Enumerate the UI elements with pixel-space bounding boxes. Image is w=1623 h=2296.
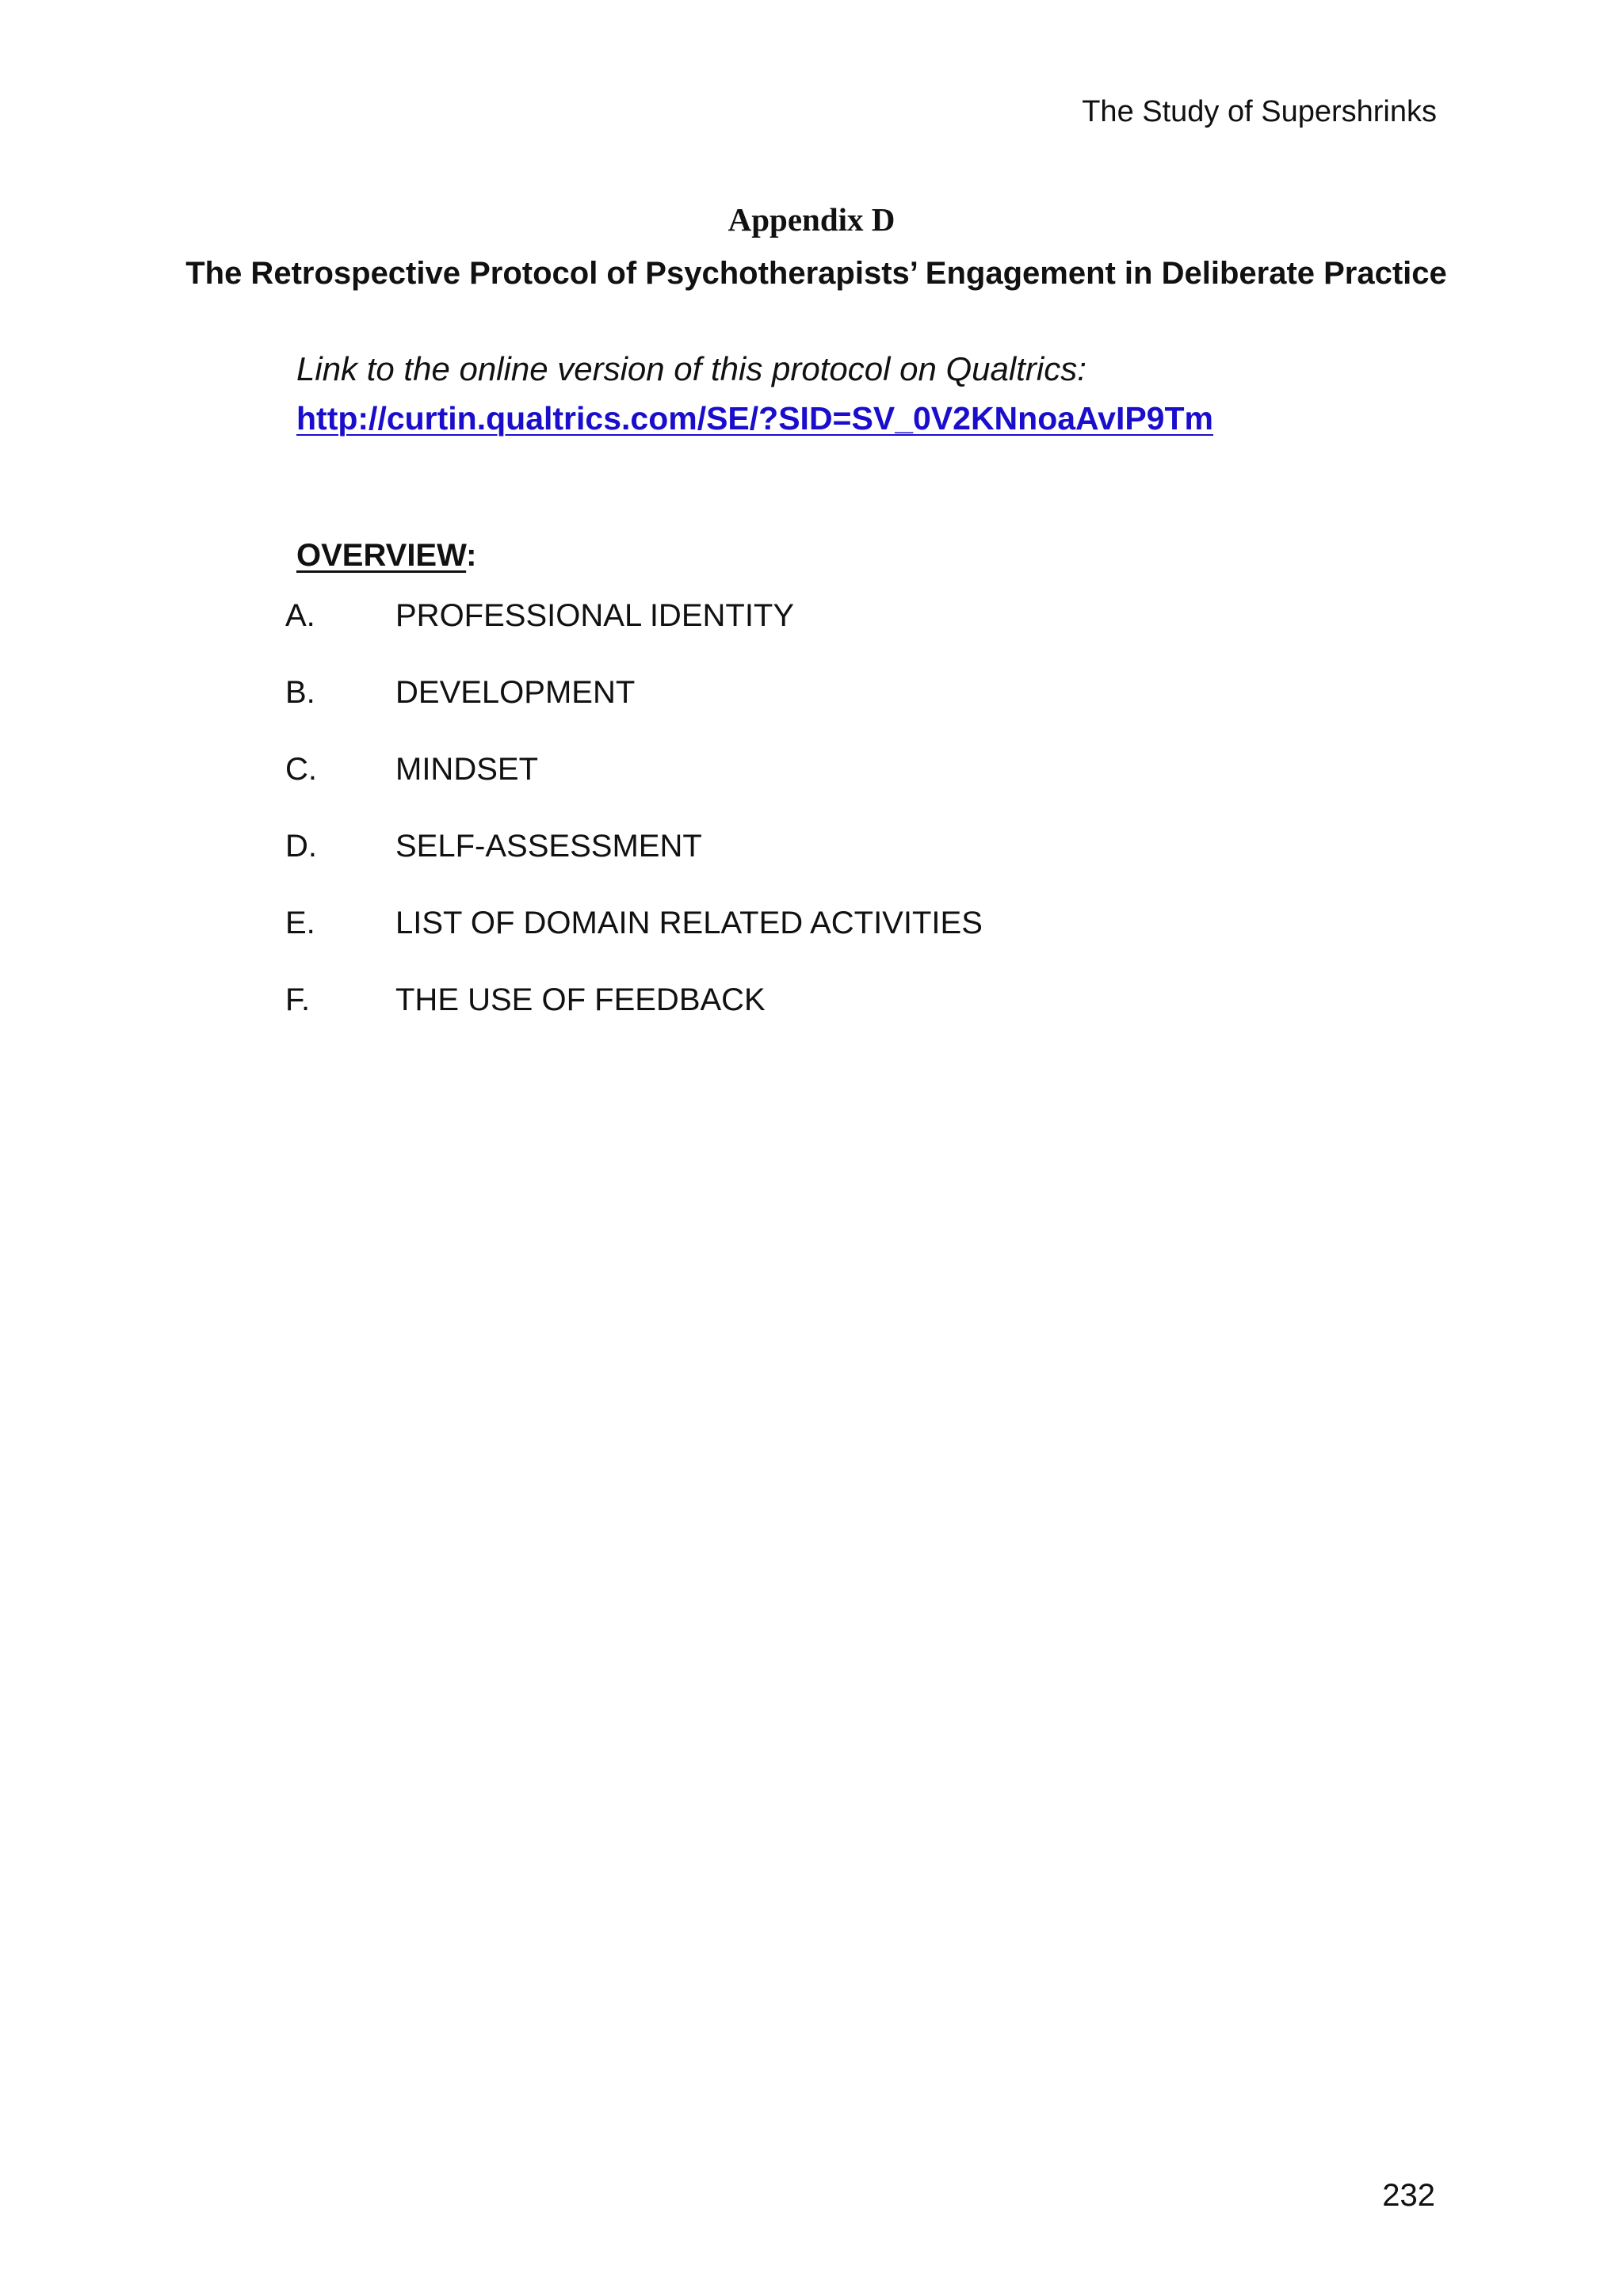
overview-heading: [296, 534, 476, 577]
overview-item-letter: D.: [285, 829, 317, 864]
overview-item-professional-identity: [285, 594, 983, 671]
overview-heading-colon: :: [466, 538, 477, 573]
overview-item-mindset: [285, 748, 983, 825]
running-header: The Study of Supershrinks: [1082, 95, 1437, 128]
overview-item-letter: A.: [285, 598, 315, 633]
qualtrics-link[interactable]: http://curtin.qualtrics.com/SE/?SID=SV_0V2KNnoaAvIP9Tm: [296, 400, 1213, 437]
overview-item-development: [285, 671, 983, 748]
overview-item-letter: F.: [285, 982, 311, 1017]
overview-item-domain-activities: [285, 902, 983, 978]
overview-item-label: SELF-ASSESSMENT: [395, 829, 702, 864]
link-intro-text: Link to the online version of this protocol on Qualtrics:: [296, 350, 1086, 387]
overview-list: [285, 594, 983, 1055]
overview-heading-text: OVERVIEW: [296, 538, 467, 573]
overview-item-label: THE USE OF FEEDBACK: [395, 982, 766, 1017]
overview-item-use-of-feedback: [285, 978, 983, 1055]
document-title: The Retrospective Protocol of Psychotherapists’ Engagement in Deliberate Practice: [185, 256, 1447, 291]
overview-item-letter: E.: [285, 906, 315, 940]
overview-item-label: MINDSET: [395, 752, 538, 787]
overview-item-label: DEVELOPMENT: [395, 675, 636, 710]
appendix-label: Appendix D: [727, 201, 896, 238]
overview-item-letter: C.: [285, 752, 317, 787]
overview-item-label: LIST OF DOMAIN RELATED ACTIVITIES: [395, 906, 983, 940]
overview-item-self-assessment: [285, 825, 983, 902]
overview-item-letter: B.: [285, 675, 315, 710]
page-number: 232: [1382, 2178, 1435, 2213]
overview-item-label: PROFESSIONAL IDENTITY: [395, 598, 795, 633]
